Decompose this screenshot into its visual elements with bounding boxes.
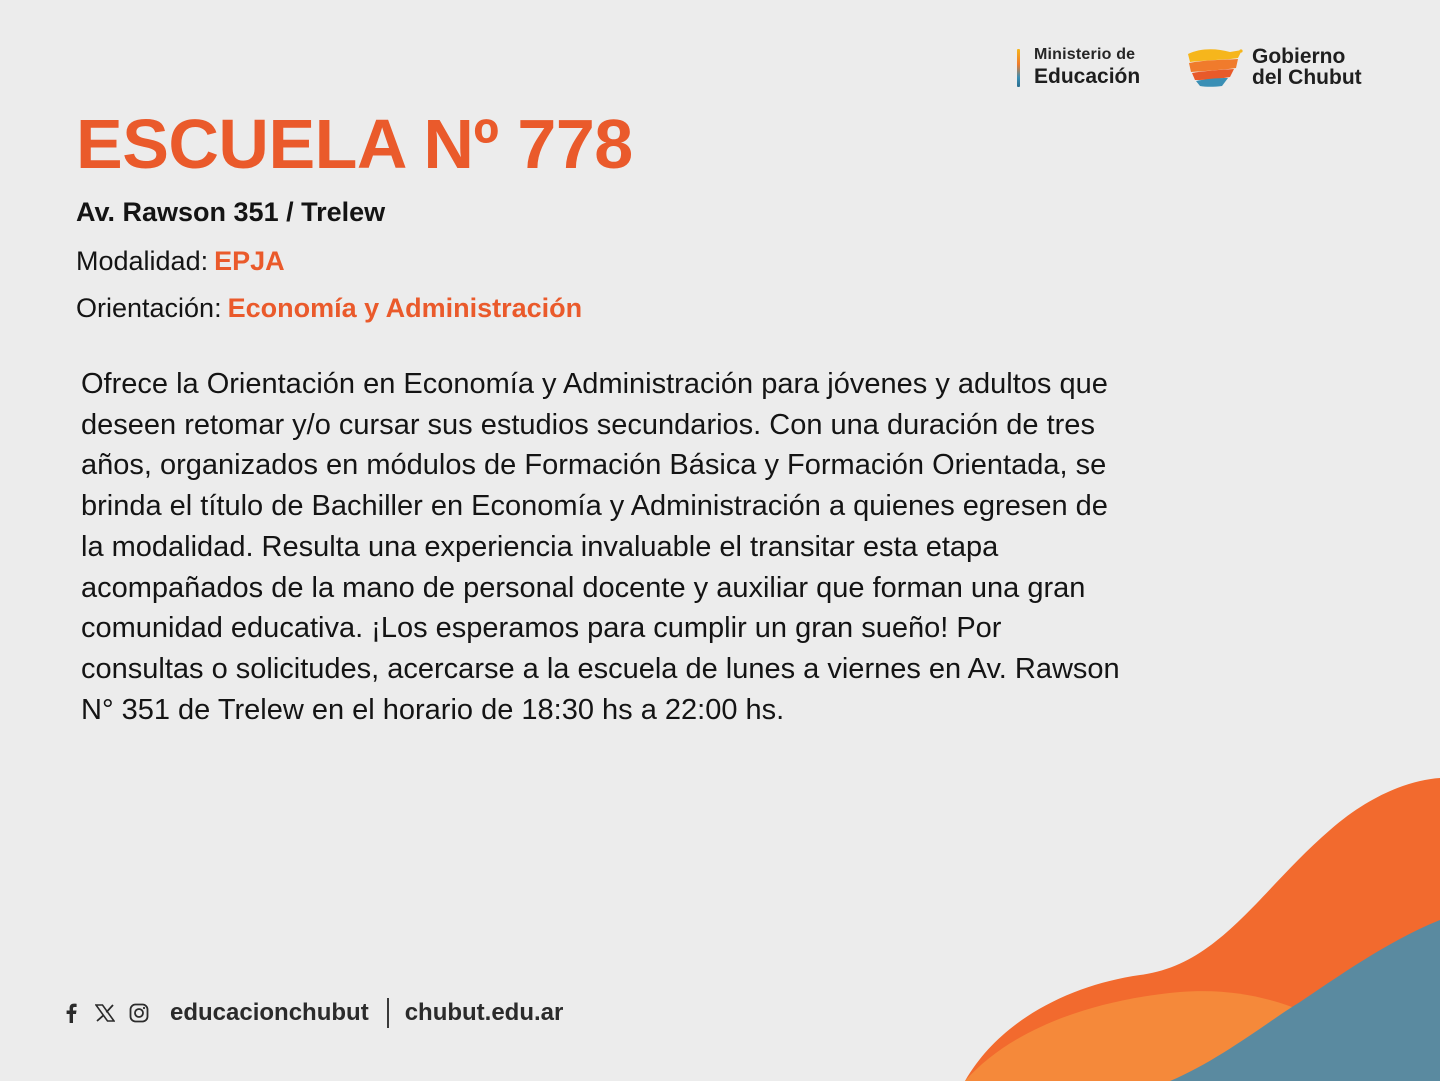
school-description: Ofrece la Orientación en Economía y Administración para jóvenes y adultos que deseen retomar y/o cursar sus estudios secundarios. Con una duración de tres años, organizados en módulos de Formación Básica y Formación Orientada, se brinda el título de Bachiller en Economía y Administración a quienes egresen de la modalidad. Resulta una experiencia invaluable el transitar esta etapa acompañados de la mano de personal docente y auxiliar que forman una gran comunidad educativa. ¡Los esperamos para cumplir un gran sueño! Por consultas o solicitudes, acercarse a la escuela de lunes a viernes en Av. Rawson N° 351 de Trelew en el horario de 18:30 hs a 22:00 hs. bbox=[81, 368, 1120, 726]
orientacion-row bbox=[76, 292, 582, 324]
website-link[interactable]: chubut.edu.ar bbox=[404, 999, 564, 1026]
school-title: ESCUELA Nº 778 bbox=[76, 105, 633, 183]
modalidad-label: Modalidad: bbox=[76, 246, 209, 276]
chubut-emblem-icon bbox=[1186, 46, 1246, 88]
gobierno-line1: Gobierno bbox=[1252, 45, 1346, 68]
x-icon[interactable] bbox=[94, 1002, 116, 1024]
modalidad-value: EPJA bbox=[214, 246, 285, 276]
ministerio-line2: Educación bbox=[1034, 65, 1141, 88]
footer bbox=[60, 997, 563, 1029]
modalidad-row bbox=[76, 245, 285, 277]
orientacion-value: Economía y Administración bbox=[227, 293, 583, 323]
social-handle[interactable]: educacionchubut bbox=[170, 999, 369, 1026]
ministerio-line1: Ministerio de bbox=[1034, 46, 1136, 63]
footer-divider bbox=[387, 998, 389, 1028]
orientacion-label: Orientación: bbox=[76, 293, 222, 323]
school-address: Av. Rawson 351 / Trelew bbox=[76, 197, 386, 227]
logo-color-bar bbox=[1017, 49, 1020, 87]
ministerio-educacion-logo bbox=[1017, 47, 1140, 87]
gobierno-chubut-logo bbox=[1186, 46, 1362, 88]
instagram-icon[interactable] bbox=[128, 1002, 150, 1024]
gobierno-line2: del Chubut bbox=[1252, 66, 1362, 89]
decorative-waves bbox=[940, 770, 1440, 1081]
facebook-icon[interactable] bbox=[60, 1002, 82, 1024]
